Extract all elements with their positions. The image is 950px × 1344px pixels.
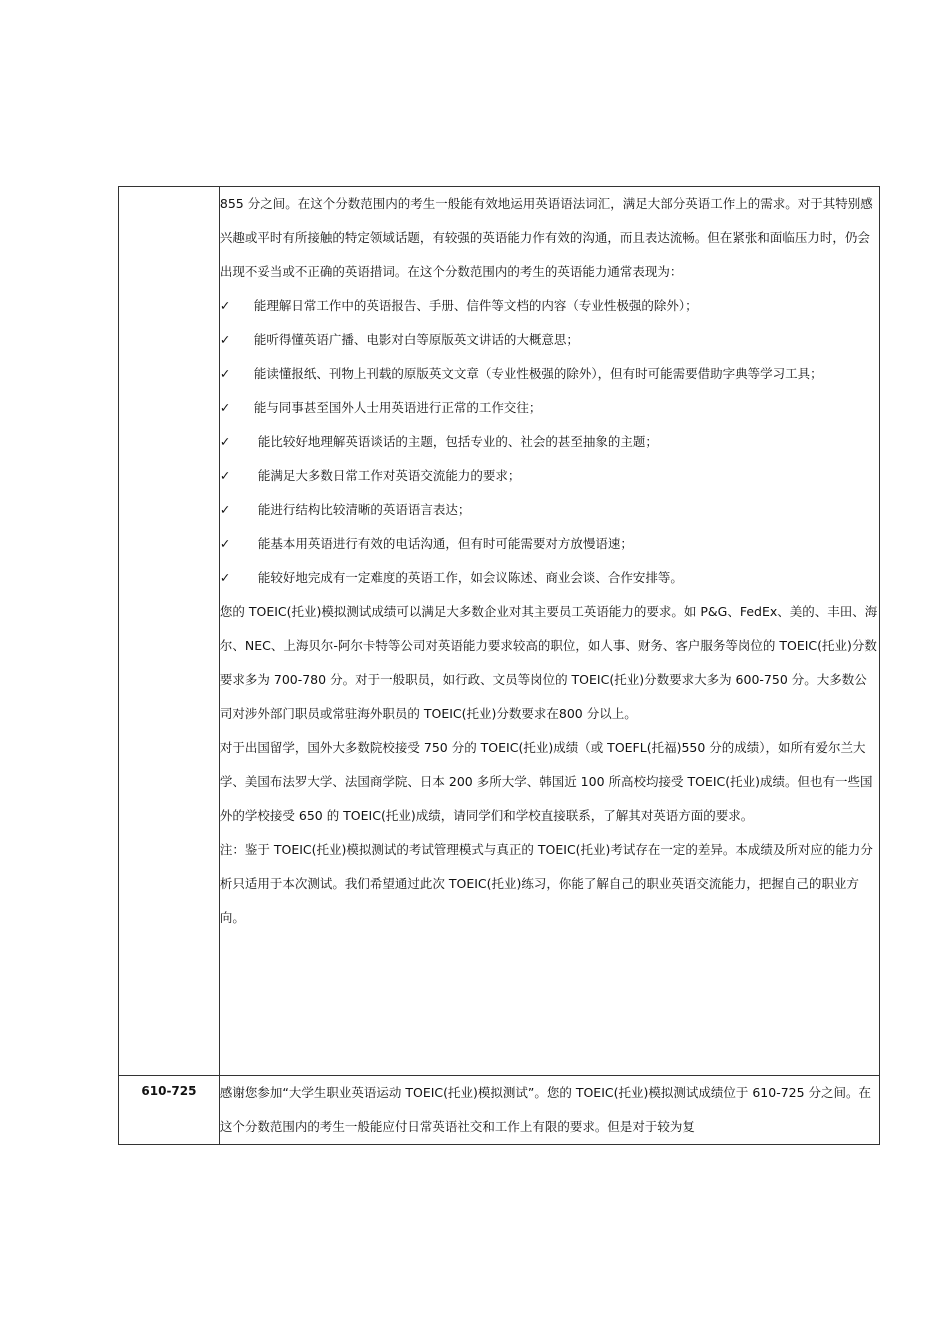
bullet-text: 能基本用英语进行有效的电话沟通，但有时可能需要对方放慢语速； (257, 536, 633, 551)
score-range-cell: 610-725 (119, 1076, 220, 1145)
description-cell (219, 187, 879, 1076)
score-table (118, 186, 880, 1145)
check-icon: ✓ (219, 332, 231, 347)
check-icon: ✓ (219, 536, 231, 551)
bullet-text: 能与同事甚至国外人士用英语进行正常的工作交往； (253, 400, 542, 415)
study-abroad-paragraph: 对于出国留学，国外大多数院校接受 750 分的 TOEIC(托业)成绩（或 TOEFL(托福)550 分的成绩），如所有爱尔兰大学、美国布法罗大学、法国商学院、日本 200 多所大学、韩国近 100 所高校均接受 TOEIC(托业)成绩。但也有一些国外的学校接受 650 的 TOEIC(托业)成绩，请同学们和学校直接联系，了解其对英语方面的要求。 (219, 740, 873, 823)
company-requirements-paragraph: 您的 TOEIC(托业)模拟测试成绩可以满足大多数企业对其主要员工英语能力的要求。如 P&G、FedEx、美的、丰田、海尔、NEC、上海贝尔-阿尔卡特等公司对英语能力要求较高的职位，如人事、财务、客户服务等岗位的 TOEIC(托业)分数要求多为 700-780 分。对于一般职员，如行政、文员等岗位的 TOEIC(托业)分数要求大多为 600-750 分。大多数公司对涉外部门职员或常驻海外职员的 TOEIC(托业)分数要求在800 分以上。 (219, 604, 878, 721)
bullet-text: 能听得懂英语广播、电影对白等原版英文讲话的大概意思； (253, 332, 579, 347)
check-icon: ✓ (219, 502, 231, 517)
blank-space (220, 935, 879, 1075)
check-icon: ✓ (219, 434, 231, 449)
list-item (220, 561, 879, 595)
list-item (220, 391, 879, 425)
bullet-text: 能满足大多数日常工作对英语交流能力的要求； (257, 468, 521, 483)
list-item (220, 459, 879, 493)
bullet-text: 能读懂报纸、刊物上刊载的原版英文文章（专业性极强的除外），但有时可能需要借助字典等学习工具； (253, 366, 823, 381)
bullet-text: 能较好地完成有一定难度的英语工作，如会议陈述、商业会谈、合作安排等。 (257, 570, 683, 585)
list-item (220, 493, 879, 527)
list-item (220, 289, 879, 323)
bullet-text: 能进行结构比较清晰的英语语言表达； (257, 502, 471, 517)
check-icon: ✓ (219, 298, 231, 313)
check-icon: ✓ (219, 468, 231, 483)
bullet-text: 能理解日常工作中的英语报告、手册、信件等文档的内容（专业性极强的除外）； (253, 298, 698, 313)
bullet-text: 能比较好地理解英语谈话的主题，包括专业的、社会的甚至抽象的主题； (257, 434, 658, 449)
check-icon: ✓ (219, 570, 231, 585)
table-row (119, 1076, 880, 1145)
list-item (220, 527, 879, 561)
check-icon: ✓ (219, 400, 231, 415)
intro-paragraph: 855 分之间。在这个分数范围内的考生一般能有效地运用英语语法词汇，满足大部分英语工作上的需求。对于其特别感兴趣或平时有所接触的特定领域话题，有较强的英语能力作有效的沟通，而且表达流畅。但在紧张和面临压力时，仍会出现不妥当或不正确的英语措词。在这个分数范围内的考生的英语能力通常表现为： (219, 196, 873, 279)
list-item (220, 357, 879, 391)
table-row (119, 187, 880, 1076)
list-item (220, 323, 879, 357)
check-icon: ✓ (219, 366, 231, 381)
note-paragraph: 注：鉴于 TOEIC(托业)模拟测试的考试管理模式与真正的 TOEIC(托业)考试存在一定的差异。本成绩及所对应的能力分析只适用于本次测试。我们希望通过此次 TOEIC(托业)练习，你能了解自己的职业英语交流能力，把握自己的职业方向。 (219, 842, 873, 925)
description-cell (219, 1076, 879, 1145)
score-range-cell (119, 187, 220, 1076)
list-item (220, 425, 879, 459)
intro-paragraph: 感谢您参加“大学生职业英语运动 TOEIC(托业)模拟测试”。您的 TOEIC(托业)模拟测试成绩位于 610-725 分之间。在这个分数范围内的考生一般能应付日常英语社交和工作上有限的要求。但是对于较为复 (219, 1085, 872, 1134)
